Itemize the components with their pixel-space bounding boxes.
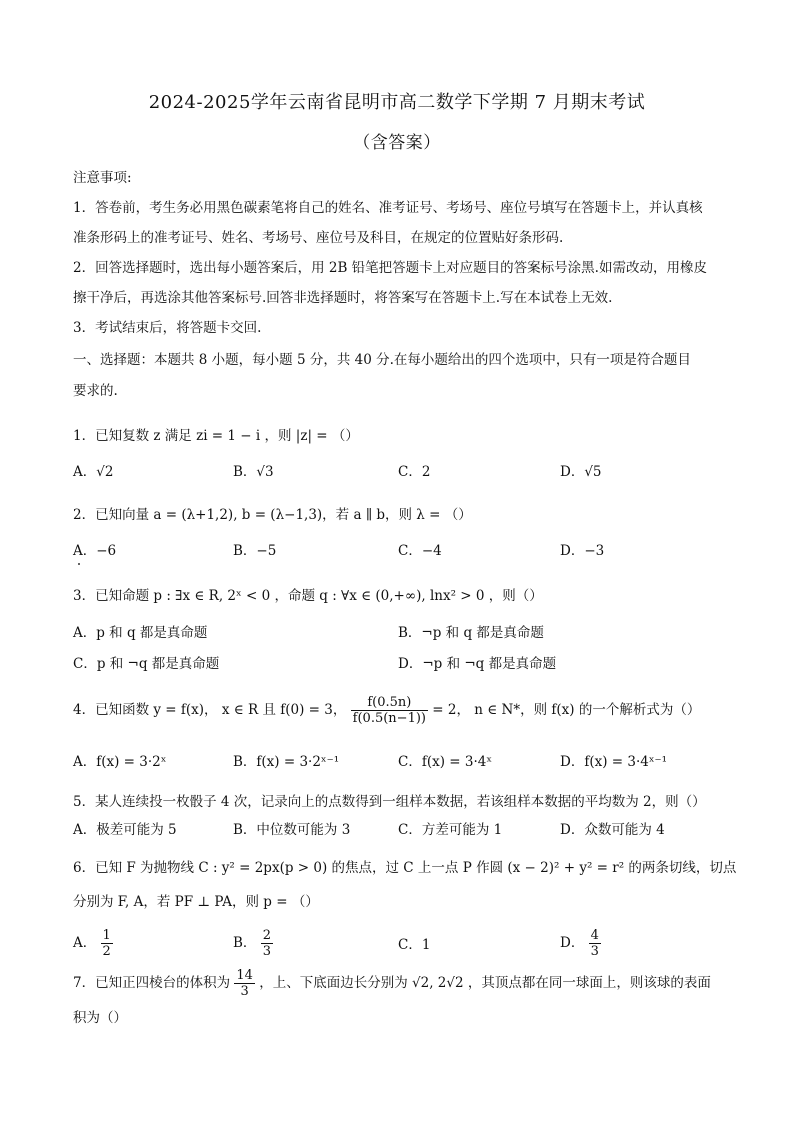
question-7-post: ，上、下底面边长分别为 √2, 2√2 ，其顶点都在同一球面上，则该球的表面 bbox=[259, 975, 711, 991]
question-1-option-d: D．√5 bbox=[560, 464, 602, 480]
question-2-option-b: B．−5 bbox=[233, 543, 277, 559]
question-4-fraction-denominator: f(0.5(n−1)) bbox=[352, 711, 426, 726]
denominator: 2 bbox=[102, 944, 111, 959]
numerator: 14 bbox=[236, 968, 253, 983]
question-4-fraction-numerator: f(0.5n) bbox=[351, 695, 428, 711]
notice-item-3: 3．考试结束后，将答题卡交回. bbox=[73, 320, 262, 336]
question-6-option-a-fraction bbox=[101, 928, 113, 959]
page-subtitle: （含答案） bbox=[353, 133, 441, 153]
denominator: 3 bbox=[590, 944, 599, 959]
question-1-option-a: A．√2 bbox=[73, 464, 114, 480]
question-7-pre: 7．已知正四棱台的体积为 bbox=[73, 975, 231, 991]
numerator: 4 bbox=[590, 928, 599, 943]
question-5-option-c: C．方差可能为 1 bbox=[398, 822, 503, 838]
question-4-option-a: A．f(x) = 3·2ˣ bbox=[73, 754, 167, 770]
section-1-line-2: 要求的. bbox=[73, 383, 118, 399]
question-3-option-a: A．p 和 q 都是真命题 bbox=[73, 625, 208, 641]
notice-item-2-line-2: 擦干净后，再选涂其他答案标号.回答非选择题时，将答案写在答题卡上.写在本试卷上无效. bbox=[73, 290, 613, 306]
question-2-option-d: D．−3 bbox=[560, 543, 605, 559]
question-1-option-c: C．2 bbox=[398, 464, 431, 480]
question-2-option-c: C．−4 bbox=[398, 543, 442, 559]
question-5-option-a: A．极差可能为 5 bbox=[73, 822, 177, 838]
question-3-option-c: C．p 和 ¬q 都是真命题 bbox=[73, 656, 220, 672]
question-4-option-b: B．f(x) = 3·2ˣ⁻¹ bbox=[233, 754, 340, 770]
question-4-fraction bbox=[351, 695, 428, 726]
question-1-option-b: B．√3 bbox=[233, 464, 274, 480]
question-2-option-a: A．−6 bbox=[73, 543, 117, 559]
question-7-line-1 bbox=[73, 966, 733, 1000]
question-2-stem: 2．已知向量 a = (λ+1,2), b = (λ−1,3)，若 a ∥ b，则 λ = （） bbox=[73, 507, 472, 523]
section-1-line-1: 一、选择题：本题共 8 小题，每小题 5 分，共 40 分.在每小题给出的四个选项中，只有一项是符合题目 bbox=[73, 352, 691, 368]
question-5-stem: 5．某人连续投一枚骰子 4 次，记录向上的点数得到一组样本数据，若该组样本数据的平均数为 2，则（） bbox=[73, 794, 706, 810]
notice-item-2-line-1: 2．回答选择题时，选出每小题答案后，用 2B 铅笔把答题卡上对应题目的答案标号涂黑.如需改动，用橡皮 bbox=[73, 260, 707, 276]
question-3-option-b: B．¬p 和 q 都是真命题 bbox=[398, 625, 544, 641]
question-6-option-d-fraction bbox=[589, 928, 601, 959]
question-4-stem bbox=[73, 692, 733, 728]
question-6-option-d-label: D． bbox=[560, 935, 585, 951]
notice-heading: 注意事项: bbox=[73, 170, 132, 186]
question-7-line-2: 积为（） bbox=[73, 1010, 127, 1026]
question-1-stem: 1．已知复数 z 满足 zi = 1 − i ，则 |z| = （） bbox=[73, 428, 359, 444]
question-5-option-b: B．中位数可能为 3 bbox=[233, 822, 351, 838]
question-6-option-a bbox=[73, 928, 113, 959]
question-6-line-2: 分别为 F, A，若 PF ⊥ PA，则 p = （） bbox=[73, 894, 319, 910]
denominator: 3 bbox=[262, 944, 271, 959]
question-4-option-c: C．f(x) = 3·4ˣ bbox=[398, 754, 493, 770]
question-6-option-c: C．1 bbox=[398, 937, 431, 953]
question-3-stem: 3．已知命题 p : ∃x ∈ R, 2ˣ < 0 ，命题 q : ∀x ∈ (0,+∞), lnx² > 0 ，则（） bbox=[73, 588, 543, 604]
denominator: 3 bbox=[240, 984, 249, 999]
numerator: 1 bbox=[102, 928, 111, 943]
question-6-option-d bbox=[560, 928, 601, 959]
notice-item-1-line-1: 1．答卷前，考生务必用黑色碳素笔将自己的姓名、准考证号、考场号、座位号填写在答题卡上，并认真核 bbox=[73, 200, 703, 216]
page-title: 2024-2025学年云南省昆明市高二数学下学期 7 月期末考试 bbox=[148, 92, 646, 113]
question-4-stem-post: = 2， n ∈ N*，则 f(x) 的一个解析式为（） bbox=[432, 702, 701, 718]
question-5-option-d: D．众数可能为 4 bbox=[560, 822, 665, 838]
notice-item-1-line-2: 准条形码上的准考证号、姓名、考场号、座位号及科目，在规定的位置贴好条形码. bbox=[73, 230, 564, 246]
question-6-line-1: 6．已知 F 为抛物线 C : y² = 2px(p > 0) 的焦点，过 C 上一点 P 作圆 (x − 2)² + y² = r² 的两条切线，切点 bbox=[73, 860, 737, 876]
question-4-stem-pre: 4．已知函数 y = f(x)， x ∈ R 且 f(0) = 3， bbox=[73, 702, 347, 718]
question-6-option-b-fraction bbox=[261, 928, 273, 959]
stray-dot bbox=[78, 563, 80, 565]
numerator: 2 bbox=[262, 928, 271, 943]
question-6-option-a-label: A． bbox=[73, 935, 97, 951]
question-7-fraction bbox=[234, 968, 255, 999]
question-4-option-d: D．f(x) = 3·4ˣ⁻¹ bbox=[560, 754, 668, 770]
question-3-option-d: D．¬p 和 ¬q 都是真命题 bbox=[398, 656, 557, 672]
question-6-option-b bbox=[233, 928, 273, 959]
question-6-option-b-label: B． bbox=[233, 935, 257, 951]
